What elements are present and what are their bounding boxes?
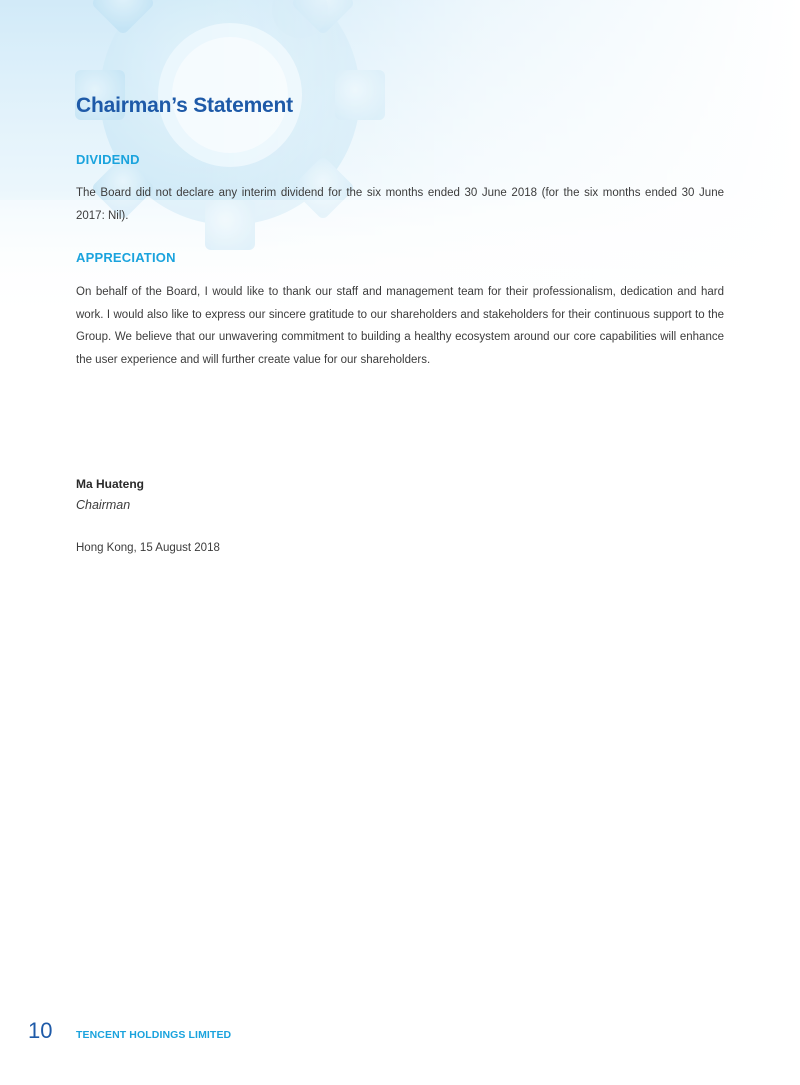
page-title: Chairman’s Statement [76, 94, 293, 117]
page-number: 10 [28, 1018, 53, 1043]
company-name: TENCENT HOLDINGS LIMITED [76, 1029, 232, 1041]
place-and-date: Hong Kong, 15 August 2018 [76, 542, 220, 554]
appreciation-heading: APPRECIATION [76, 250, 176, 265]
page-footer [28, 1016, 231, 1046]
signer-title: Chairman [76, 498, 131, 512]
signer-name: Ma Huateng [76, 477, 145, 491]
appreciation-paragraph: On behalf of the Board, I would like to thank our staff and management team for their professionalism, dedication and hard work. I would also like to express our sincere gratitude to our shareholders and stakeholders for their continuous support to the Group. We believe that our unwavering commitment to building a healthy ecosystem around our core capabilities will enhance the user experience and will further create value for our shareholders. [76, 286, 724, 366]
dividend-paragraph: The Board did not declare any interim dividend for the six months ended 30 June 2018 (for the six months ended 30 June 2017: Nil). [76, 187, 724, 222]
dividend-heading: DIVIDEND [76, 152, 140, 167]
